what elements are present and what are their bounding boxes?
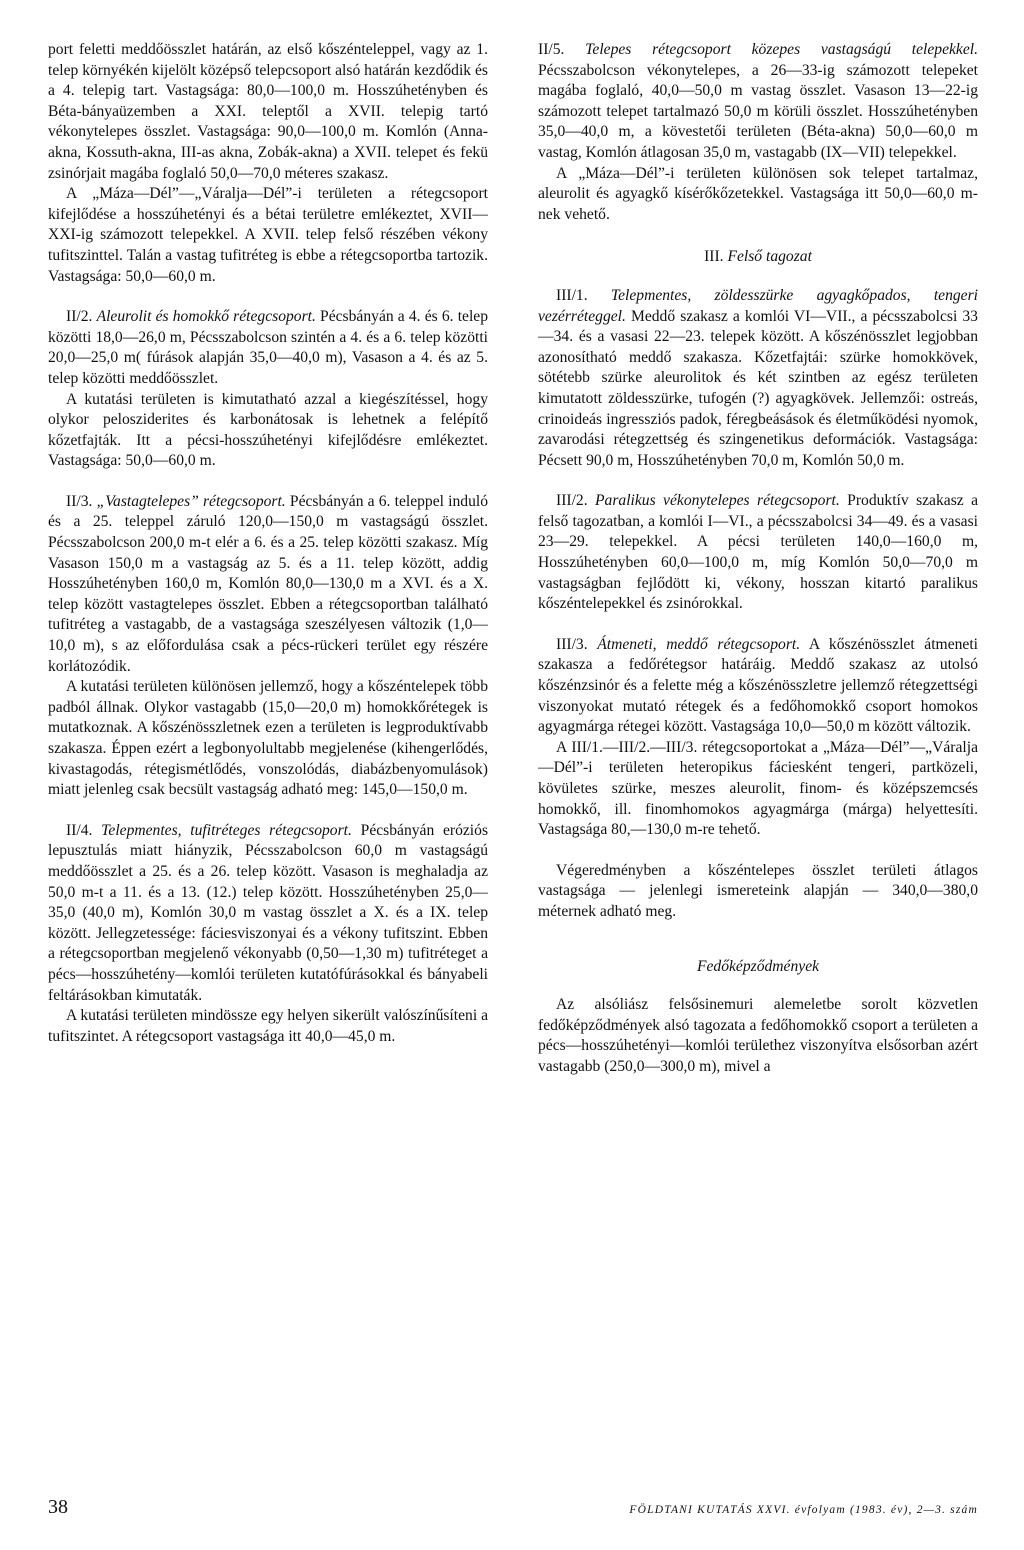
section-II-3 [48,492,488,801]
paragraph: A kutatási területen mindössze egy helyen sikerült valószínűsíteni a tufitszintet. A rétegcsoport vastagsága itt 40,0—45,0 m. [48,1007,488,1045]
section-heading-fedokepzodmenyek: Fedőképződmények [696,957,820,975]
section-title: Átmeneti, meddő rétegcsoport. [597,635,801,653]
section-title: Telepmentes, tufitréteges rétegcsoport. [101,821,352,839]
section-number: II/3. [66,492,93,510]
section-body: Meddő szakasz a komlói VI—VII., a pécsszabolcsi 33—34. és a vasasi 22—23. telepek között. A kőszénösszlet legjobban azonosítható meddő szakasza. Kőzetfajtái: szürke homokkövek, sötétebb szürke aleurolitok és két szintben az egész területen kimutatott zöldesszürke, tufogén (?) agyagkövek. Jellemzői: ostreás, crinoideás ingressziós padok, féregbeásások és életműködési nyomok, zavarodási rétegzettség és szingenetikus deformációk. Vastagsága: Pécsett 90,0 m, Hosszúhetényben 70,0 m, Komlón 50,0 m. [538,307,978,469]
paragraph: A III/1.—III/2.—III/3. rétegcsoportokat a „Máza—Dél”—„Váralja—Dél”-i területen heteropikus fáciesként tengeri, partközeli, kövületes szürke, meszes aleurolit, finom- és középszemcsés homokkő, ill. finomhomokos agyagmárga (márga) helyettesíti. Vastagsága 80,—130,0 m-re tehető. [538,738,978,839]
left-column [48,40,488,1047]
section-body: A kőszénösszlet átmeneti szakasza a fedőrétegsor határáig. Meddő szakasz az utolsó kőszénzsinór és a felette még a kőszénösszletre jellemző rétegzettségi viszonyokat mutató rétegek és a fedőhomokkő csoport homokos agyagmárga rétegei között. Vastagsága 10,0—50,0 m között változik. [538,635,978,736]
page-footer [48,1496,978,1519]
page-number: 38 [48,1496,68,1518]
section-III-3 [538,635,978,841]
paragraph: A „Máza—Dél”-i területen különösen sok telepet tartalmaz, aleurolit és agyagkő kísérőkőzetekkel. Vastagsága itt 50,0—60,0 m-nek vehető. [538,164,978,223]
section-body: Pécsbányán a 4. és 6. telep közötti 18,0—26,0 m, Pécsszabolcson szintén a 4. és a 6. telep közötti 20,0—25,0 m( fúrások alapján 35,0—40,0 m), Vasason a 4. és az 5. telep közötti meddőösszlet. [48,308,488,387]
section-number: II/2. [66,308,93,326]
journal-reference: FÖLDTANI KUTATÁS XXVI. évfolyam (1983. év), 2—3. szám [629,1504,978,1516]
heading-title: Felső tagozat [727,248,812,266]
section-body: Pécsbányán a 6. teleppel induló és a 25. teleppel záruló 120,0—150,0 m vastagságú összlet. Pécsszabolcson 200,0 m-t elér a 6. és a 25. telep közötti szakasz. Míg Vasason 150,0 m a vastagság az 5. és a 11. telep között, addig Hosszúhetényben 160,0 m, Komlón 80,0—130,0 m a XVI. és a X. telep között vastagtelepes összlet. Ebben a rétegcsoportban található tufitréteg a vastagabb, de a vastagsága szeszélyesen változik (1,0—10,0 m), s az előfordulása csak a pécs-rückeri terület egy részére korlátozódik. [48,492,488,675]
section-title: Telepmentes, zöldesszürke agyagkőpados, tengeri vezérréteggel. [538,286,978,325]
section-title: Telepes rétegcsoport közepes vastagságú telepekkel. [585,41,978,58]
section-body: Pécsszabolcson vékonytelepes, a 26—33-ig számozott telepeket magába foglaló, 40,0—50,0 m vastag összlet. Vasason 13—22-ig számozott telepet tartalmazó 50,0 m körüli összlet. Hosszúhetényben 35,0—40,0 m, a kövestetői területen (Béta-akna) 50,0—60,0 m vastag, Komlón átlagosan 35,0 m, vastagabb (IX—VII) telepekkel. [538,61,978,161]
section-number: III/1. [556,286,588,304]
paragraph: A „Máza—Dél”—„Váralja—Dél”-i területen a rétegcsoport kifejlődése a hosszúhetényi és a bétai területre emlékeztet, XVII—XXI-ig számozott telepekkel. A XVII. telep felső részében vékony tufitszinttel. Talán a vastag tufitréteg is ebbe a rétegcsoportba tartozik. Vastagsága: 50,0—60,0 m. [48,185,488,285]
section-number: II/5. [538,41,565,58]
section-number: III/3. [556,635,588,653]
section-title: „Vastagtelepes” rétegcsoport. [96,492,286,510]
section-II-2 [48,307,488,472]
section-body: Pécsbányán eróziós lepusztulás miatt hiányzik, Pécsszabolcson 60,0 m vastagságú meddőösszlet a 25. és a 26. telep között. Vasason is meghaladja az 50,0 m-t a 11. és a 13. (12.) telep között. Hosszúhetényben 25,0—35,0 (40,0 m), Komlón 30,0 m vastag összlet a X. és a IX. telep között. Jellegzetessége: fáciesviszonyai és a vékony tufitszint. Ebben a rétegcsoportban megjelenő vékonyabb (0,50—1,30 m) tufitréteget a pécs—hosszúhetény—komlói területen kutatófúrásokkal és bányabeli feltárásokban kimutaták. [48,821,488,1004]
section-number: II/4. [66,821,93,839]
paragraph: port feletti meddőösszlet határán, az első kőszénteleppel, vagy az 1. telep környékén kijelölt középső telepcsoport alsó határán kezdődik és a 4. telepig tart. Vastagsága: 80,0—100,0 m. Hosszúhetényben és Béta-bányaüzemben a XXI. teleptől a XVII. telepig tartó vékonytelepes összlet. Vastagsága: 90,0—100,0 m. Komlón (Anna-akna, Kossuth-akna, III-as akna, Zobák-akna) a XVII. telepet és fekü zsinórjait magába foglaló 50,0—70,0 méteres szakasz. [48,41,488,182]
section-number: III/2. [556,492,588,510]
paragraph: Az alsóliász felsősinemuri alemeletbe sorolt közvetlen fedőképződmények alsó tagozata a fedőhomokkő csoport a területen a pécs—hosszúhetényi—komlói területhez viszonyítva elsősorban azért vastagabb (250,0—300,0 m), mivel a [538,996,978,1075]
section-title: Paralikus vékonytelepes rétegcsoport. [595,492,840,510]
right-column [538,40,978,1078]
section-title: Aleurolit és homokkő rétegcsoport. [96,308,316,326]
section-body: Produktív szakasz a felső tagozatban, a komlói I—VI., a pécsszabolcsi 34—49. és a vasasi 23—29. telepekkel. A pécsi területen 140,0—160,0 m, Hosszúhetényben 60,0—100,0 m, míg Komlón 50,0—70,0 m vastagságban fejlődött ki, vékony, hosszan kitartó paralikus kőszéntelepekkel és zsinórokkal. [538,492,978,613]
section-III-1 [538,286,978,471]
paragraph: Végeredményben a kőszéntelepes összlet területi átlagos vastagsága — jelenlegi ismereteink alapján — 340,0—380,0 méternek adható meg. [538,861,978,920]
heading-number: III. [704,248,724,266]
section-heading-III [538,247,978,268]
section-III-2 [538,491,978,615]
section-II-4 [48,821,488,1048]
paragraph: A kutatási területen különösen jellemző, hogy a kőszéntelepek több padból állnak. Olykor vastagabb (15,0—20,0 m) homokkőrétegek is mutatkoznak. A kőszénösszletnek ezen a területen is legproduktívabb szakasza. Éppen ezért a legbonyolultabb megjelenése (kihengerlődés, kivastagodás, rétegismétlődés, vonszolódás, diabázbenyomulások) miatt jelenleg csak becsült vastagság adható meg: 145,0—150,0 m. [48,678,488,799]
paragraph: A kutatási területen is kimutatható azzal a kiegészítéssel, hogy olykor pelosziderites és karbonátosak is lehetnek a felépítő kőzetfajták. Itt a pécsi-hosszúhetényi kifejlődésre emlékeztet. Vastagsága: 50,0—60,0 m. [48,390,488,470]
